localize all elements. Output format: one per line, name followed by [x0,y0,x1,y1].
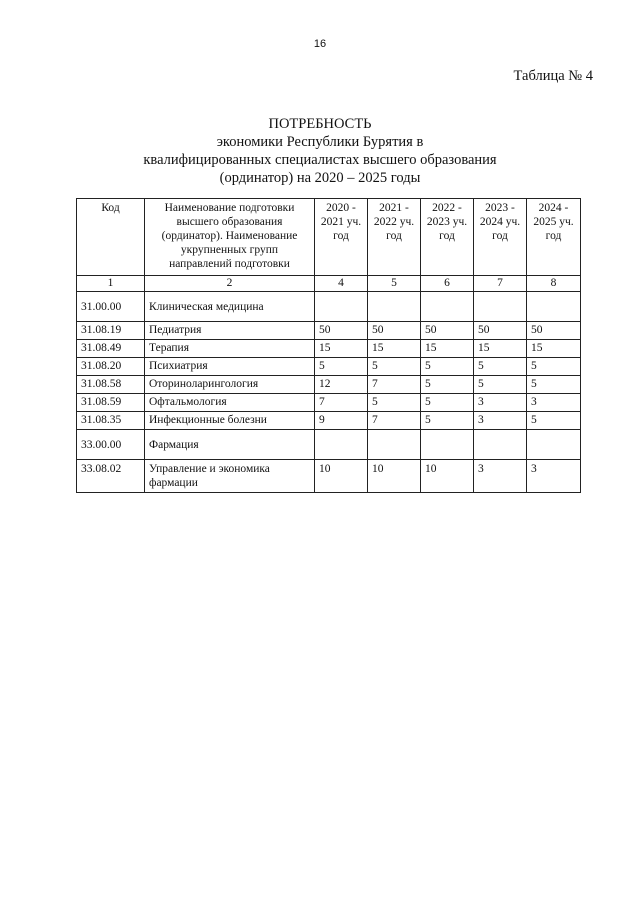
row-name: Оториноларингология [145,376,315,394]
row-value: 5 [421,376,474,394]
row-code: 31.08.19 [77,322,145,340]
row-value: 5 [527,358,581,376]
column-number: 5 [368,276,421,292]
row-value: 3 [527,394,581,412]
row-value: 7 [368,412,421,430]
row-code: 31.08.35 [77,412,145,430]
row-value: 15 [474,340,527,358]
row-value: 9 [315,412,368,430]
row-value [315,430,368,460]
row-value: 5 [474,376,527,394]
row-value: 7 [315,394,368,412]
row-value: 12 [315,376,368,394]
table-row [77,430,581,460]
column-number: 4 [315,276,368,292]
row-value [527,292,581,322]
row-value: 5 [368,358,421,376]
row-value: 3 [527,460,581,493]
header-year: 2024 - 2025 уч. год [527,199,581,276]
table-row [77,340,581,358]
row-value [474,430,527,460]
row-code: 31.08.49 [77,340,145,358]
row-value: 5 [368,394,421,412]
row-value [368,430,421,460]
row-code: 31.00.00 [77,292,145,322]
row-name: Клиническая медицина [145,292,315,322]
column-number-row [77,276,581,292]
title-line: квалифицированных специалистах высшего образования [143,152,497,168]
header-year: 2020 - 2021 уч. год [315,199,368,276]
table-row [77,292,581,322]
row-code: 33.08.02 [77,460,145,493]
row-name: Психиатрия [145,358,315,376]
column-number: 2 [145,276,315,292]
row-value [527,430,581,460]
row-value: 5 [421,412,474,430]
row-value [315,292,368,322]
row-value: 5 [527,376,581,394]
row-name: Управление и экономика фармации [145,460,315,493]
row-code: 31.08.58 [77,376,145,394]
row-value: 3 [474,394,527,412]
table-row [77,322,581,340]
row-value: 10 [368,460,421,493]
row-name: Терапия [145,340,315,358]
table-row [77,376,581,394]
title-line: экономики Республики Бурятия в [216,134,424,150]
table-row [77,394,581,412]
header-year: 2022 - 2023 уч. год [421,199,474,276]
row-name: Инфекционные болезни [145,412,315,430]
header-code: Код [77,199,145,276]
row-value: 50 [315,322,368,340]
title-line: (ординатор) на 2020 – 2025 годы [219,170,421,186]
row-value: 3 [474,460,527,493]
row-name: Фармация [145,430,315,460]
row-value: 5 [527,412,581,430]
row-value: 5 [421,394,474,412]
column-number: 7 [474,276,527,292]
demand-table [76,198,581,493]
table-row [77,358,581,376]
row-value: 50 [421,322,474,340]
row-value [421,292,474,322]
row-value: 10 [421,460,474,493]
table-label: Таблица № 4 [513,68,593,84]
row-value: 5 [474,358,527,376]
row-value: 10 [315,460,368,493]
row-value: 3 [474,412,527,430]
row-name: Педиатрия [145,322,315,340]
row-value: 15 [368,340,421,358]
row-value: 50 [474,322,527,340]
column-number: 1 [77,276,145,292]
table-row [77,460,581,493]
column-number: 6 [421,276,474,292]
row-value: 5 [421,358,474,376]
title-line: ПОТРЕБНОСТЬ [268,116,372,132]
row-value [474,292,527,322]
table-header-row [77,199,581,276]
table-row [77,412,581,430]
header-year: 2023 - 2024 уч. год [474,199,527,276]
row-code: 33.00.00 [77,430,145,460]
column-number: 8 [527,276,581,292]
row-value: 5 [315,358,368,376]
row-value [421,430,474,460]
row-value: 50 [368,322,421,340]
row-value: 15 [527,340,581,358]
row-value: 7 [368,376,421,394]
document-title [0,115,640,187]
row-value [368,292,421,322]
page-number: 16 [313,38,327,50]
row-code: 31.08.20 [77,358,145,376]
row-name: Офтальмология [145,394,315,412]
header-year: 2021 - 2022 уч. год [368,199,421,276]
header-name: Наименование подготовки высшего образования (ординатор). Наименование укрупненных групп направлений подготовки [145,199,315,276]
row-value: 15 [421,340,474,358]
row-value: 15 [315,340,368,358]
row-value: 50 [527,322,581,340]
row-code: 31.08.59 [77,394,145,412]
